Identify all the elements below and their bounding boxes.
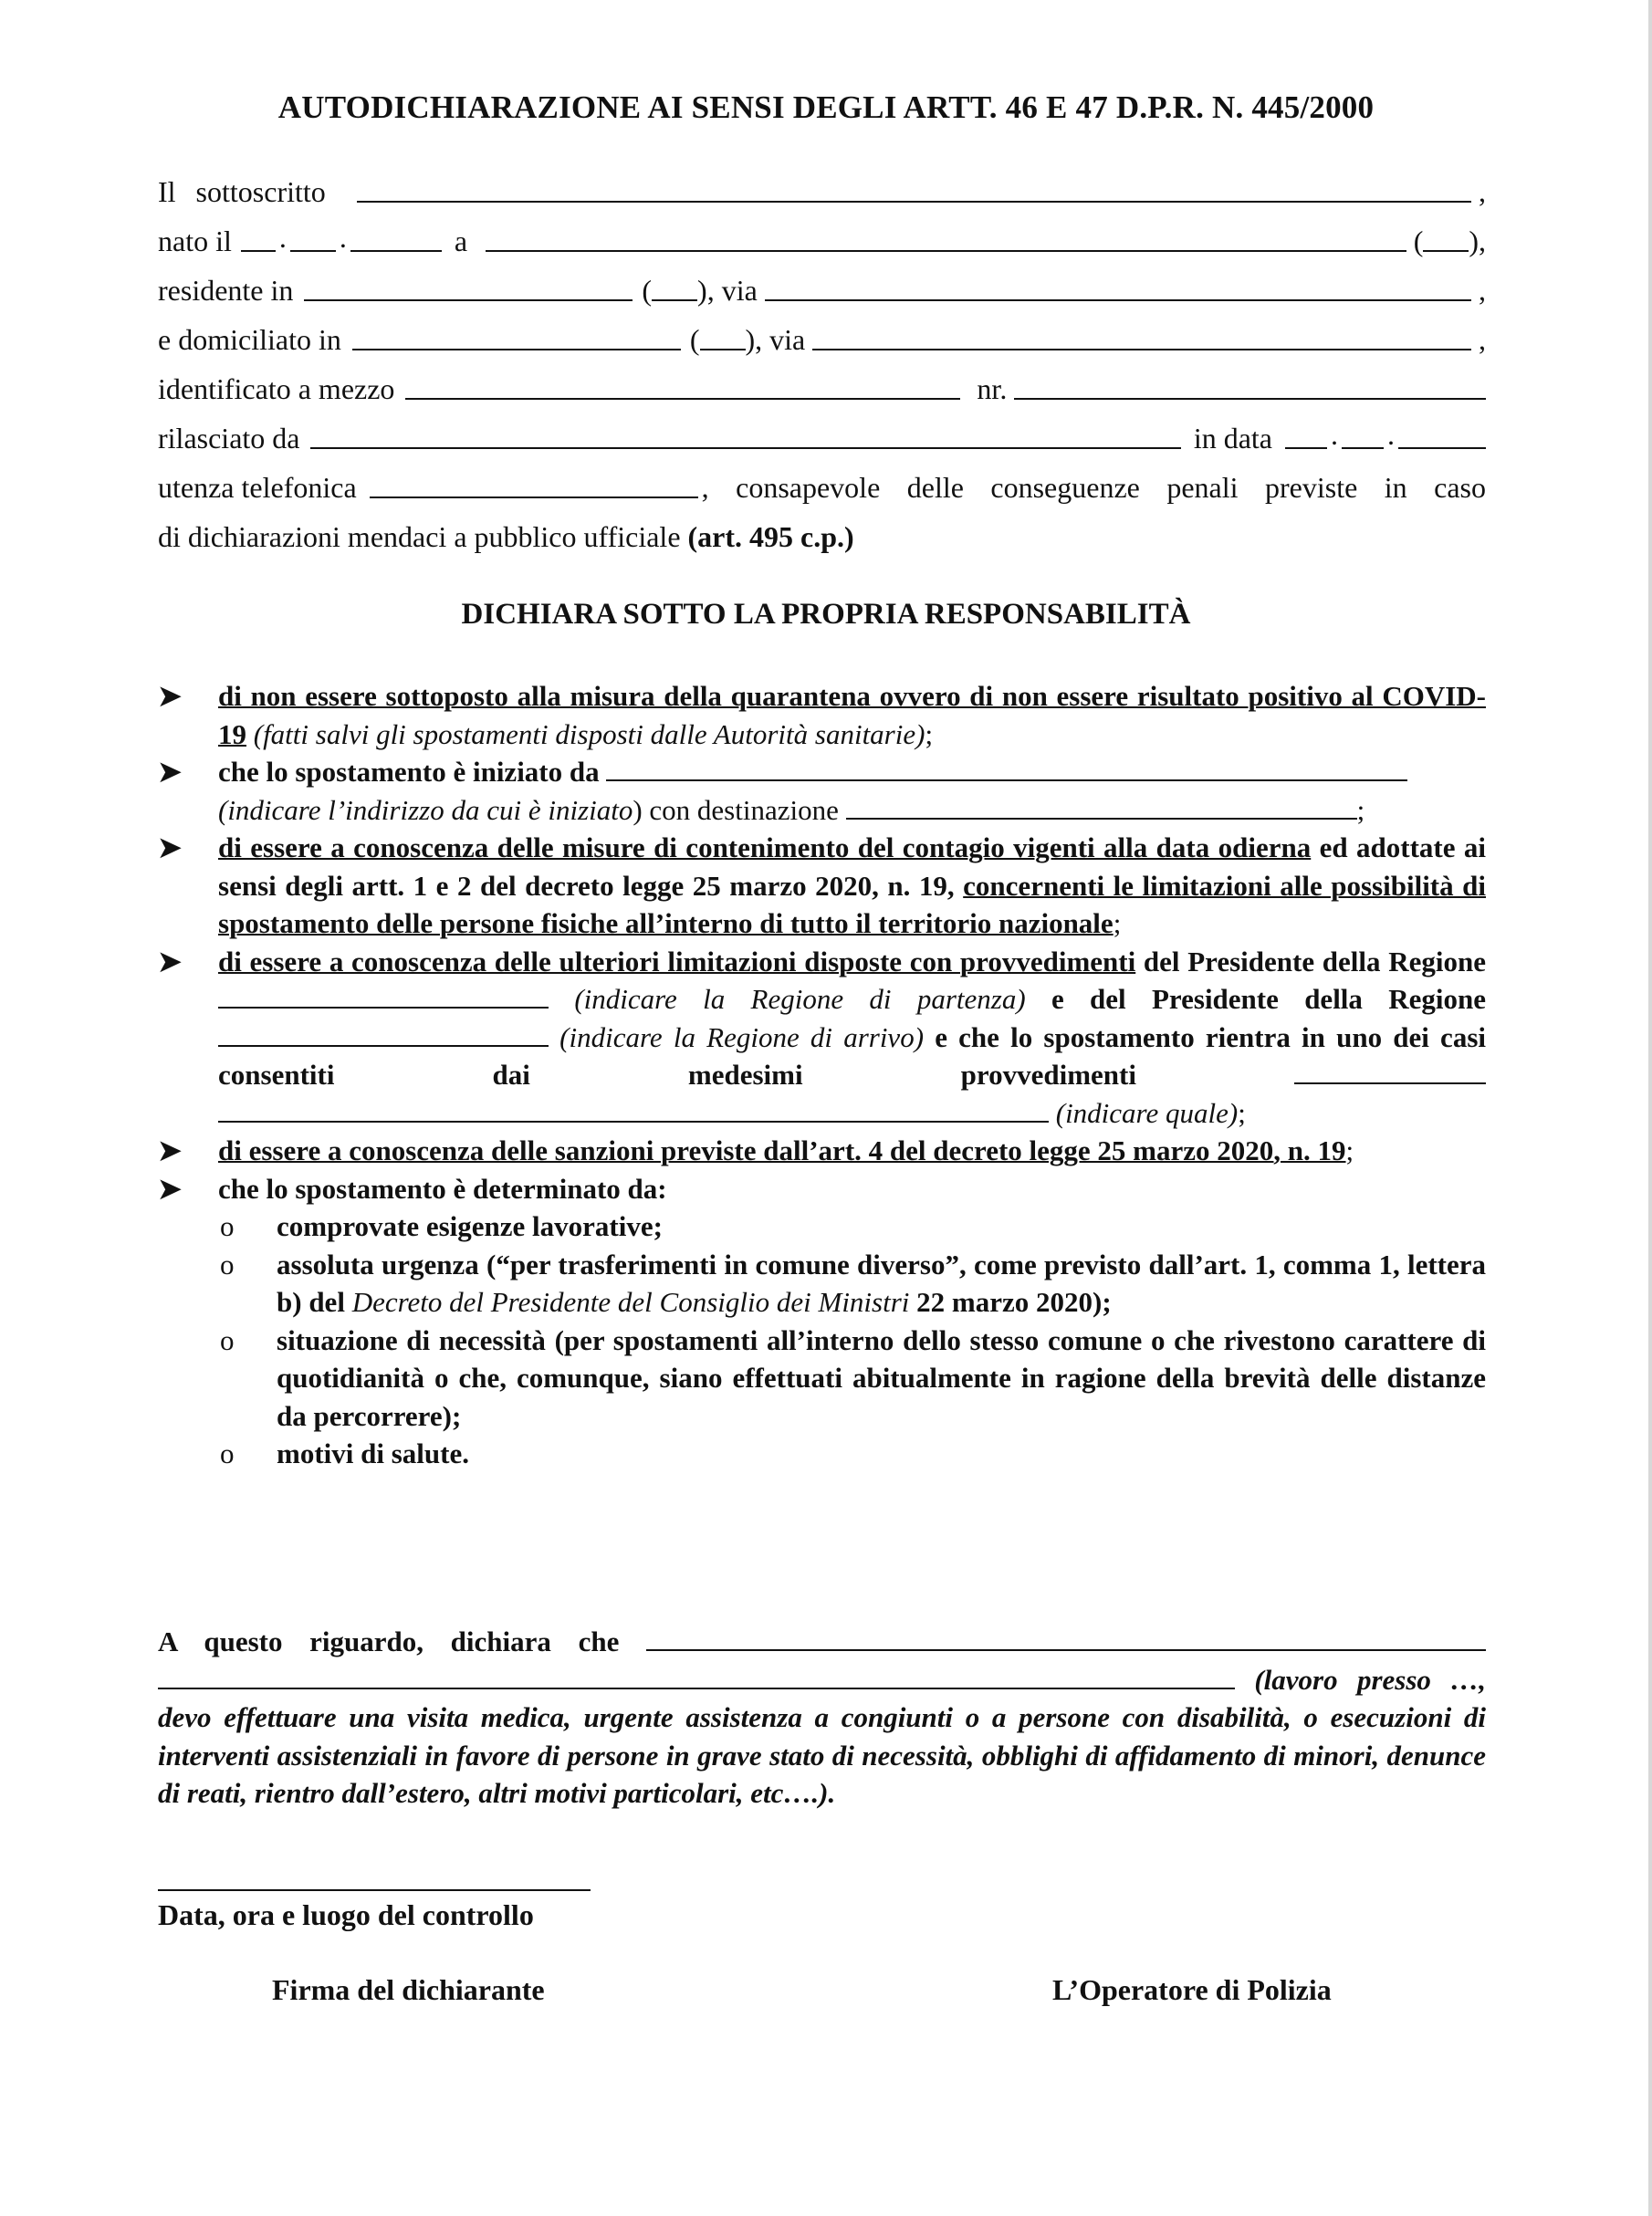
text-iniziato-da: che lo spostamento è iniziato da bbox=[218, 756, 607, 788]
list-item-misure bbox=[158, 829, 1486, 943]
label-nato-il: nato il bbox=[158, 225, 232, 257]
option-label-end: 22 marzo 2020); bbox=[909, 1286, 1112, 1318]
arrow-bullet-icon: ➤ bbox=[158, 756, 182, 788]
field-issued-by[interactable] bbox=[310, 447, 1180, 449]
field-dichiara-che-2[interactable] bbox=[158, 1662, 1235, 1689]
date-dot: . bbox=[1387, 418, 1395, 451]
list-item-sanzioni bbox=[158, 1132, 1486, 1170]
label-data-luogo: Data, ora e luogo del controllo bbox=[158, 1898, 534, 1931]
option-urgenza[interactable] bbox=[158, 1246, 1486, 1322]
label-rilasciato-da: rilasciato da bbox=[158, 422, 300, 455]
label-il: Il bbox=[158, 175, 176, 208]
arrow-bullet-icon: ➤ bbox=[158, 1172, 182, 1205]
punct: ; bbox=[1356, 793, 1365, 826]
text-misure: di essere a conoscenza delle misure di contenimento del contagio vigenti alla data odierna bbox=[218, 831, 1312, 863]
field-residence-street[interactable] bbox=[765, 299, 1471, 301]
text-consapevole: , consapevole delle conseguenze penali previste in caso bbox=[701, 471, 1486, 504]
text-quarantena: di non essere sottoposto alla misura della quarantena ovvero di non essere risultato positivo al COVID-19 bbox=[218, 680, 1486, 750]
option-necessita[interactable] bbox=[158, 1322, 1486, 1436]
text-casi-consentiti: e che lo spostamento rientra in uno dei casi consentiti dai medesimi provvedimenti bbox=[218, 1020, 1486, 1091]
option-label: situazione di necessità (per spostamenti all’interno dello stesso comune o che rivestono carattere di quotidianità o che, comunque, siano effettuati abitualmente in ragione della brevità delle distanze da percorrere); bbox=[277, 1323, 1486, 1432]
text-regione-partenza: (indicare la Regione di partenza) bbox=[549, 983, 1026, 1015]
text-indicare-indirizzo bbox=[218, 794, 846, 826]
field-domicile-province[interactable] bbox=[700, 349, 746, 350]
field-start-address[interactable] bbox=[606, 754, 1407, 781]
field-destination[interactable] bbox=[846, 792, 1357, 820]
label-operatore-polizia: L’Operatore di Polizia bbox=[1052, 1973, 1332, 2006]
field-issue-month[interactable] bbox=[1342, 447, 1384, 449]
circle-bullet-icon: o bbox=[220, 1210, 235, 1242]
comma: , bbox=[1479, 175, 1486, 208]
punct: ; bbox=[1345, 1134, 1354, 1166]
option-label: assoluta urgenza (“per trasferimenti in comune diverso”, come previsto dall’art. 1, comma 1, lettera b) del bbox=[277, 1248, 1486, 1318]
field-birth-month[interactable] bbox=[290, 250, 336, 252]
label-firma-dichiarante: Firma del dichiarante bbox=[272, 1973, 545, 2006]
label-via: ), via bbox=[745, 323, 806, 356]
paren-open: ( bbox=[1413, 225, 1424, 257]
form-title: AUTODICHIARAZIONE AI SENSI DEGLI ARTT. 46 E 47 D.P.R. N. 445/2000 bbox=[277, 89, 1375, 125]
text-ulteriori-limitazioni: di essere a conoscenza delle ulteriori limitazioni disposte con provvedimenti bbox=[218, 945, 1136, 977]
text-dpcm: Decreto del Presidente del Consiglio dei Ministri bbox=[351, 1286, 910, 1318]
field-regione-arrivo[interactable] bbox=[218, 1019, 549, 1047]
field-phone[interactable] bbox=[370, 497, 698, 498]
text-presidente-2: e del Presidente della Regione bbox=[1025, 983, 1486, 1015]
row-nato bbox=[158, 206, 1486, 256]
label-in-data: in data bbox=[1193, 422, 1272, 455]
option-salute[interactable] bbox=[158, 1435, 1486, 1473]
field-name[interactable] bbox=[357, 201, 1471, 203]
row-dichiarazioni bbox=[158, 502, 1486, 551]
row-domiciliato bbox=[158, 305, 1486, 354]
row-residente bbox=[158, 256, 1486, 305]
row-rilasciato bbox=[158, 403, 1486, 453]
text-regione-arrivo: (indicare la Regione di arrivo) bbox=[549, 1020, 925, 1053]
field-dichiara-che-1[interactable] bbox=[646, 1624, 1486, 1651]
text-a-questo-riguardo: A questo riguardo, dichiara che bbox=[158, 1625, 646, 1657]
arrow-bullet-icon: ➤ bbox=[158, 680, 182, 712]
section-heading: DICHIARA SOTTO LA PROPRIA RESPONSABILITÀ bbox=[461, 598, 1191, 631]
final-statement bbox=[158, 1623, 1486, 1813]
label-domiciliato-in: e domiciliato in bbox=[158, 323, 341, 356]
field-birth-day[interactable] bbox=[241, 250, 276, 252]
option-lavorative[interactable] bbox=[158, 1207, 1486, 1246]
arrow-bullet-icon: ➤ bbox=[158, 1134, 182, 1166]
field-residence-province[interactable] bbox=[652, 299, 697, 301]
field-domicile-city[interactable] bbox=[352, 349, 681, 350]
punct: ; bbox=[925, 717, 934, 750]
field-domicile-street[interactable] bbox=[812, 349, 1471, 350]
label-utenza-telefonica: utenza telefonica bbox=[158, 471, 357, 504]
field-data-luogo[interactable] bbox=[158, 1889, 591, 1891]
paren-close: ), bbox=[1469, 225, 1486, 257]
date-dot: . bbox=[278, 221, 287, 254]
text-decreto: ed adottate ai sensi degli artt. 1 e 2 del decreto legge 25 marzo 2020, n. 19, bbox=[218, 831, 1486, 902]
field-residence-city[interactable] bbox=[304, 299, 633, 301]
text-determinato-da: che lo spostamento è determinato da: bbox=[218, 1172, 667, 1205]
text-indicare-quale: (indicare quale) bbox=[1049, 1096, 1239, 1129]
date-dot: . bbox=[1331, 418, 1338, 451]
text-esempi-motivi: (lavoro presso …, devo effettuare una visita medica, urgente assistenza a congiunti o a persone con disabilità, o esecuzioni di interventi assistenziali in favore di persone in grave stato di necessità, obblighi di affidamento di minori, denunce di reati, rientro dall’estero, altri motivi particolari, etc….). bbox=[158, 1663, 1486, 1809]
text-destinazione: ) con destinazione bbox=[633, 793, 846, 826]
punct: ; bbox=[1238, 1096, 1246, 1129]
label-a: a bbox=[454, 225, 468, 257]
date-dot: . bbox=[339, 221, 347, 254]
row-sottoscritto bbox=[158, 157, 1486, 206]
comma: , bbox=[1479, 274, 1486, 307]
field-id-number[interactable] bbox=[1014, 398, 1486, 400]
label-residente-in: residente in bbox=[158, 274, 294, 307]
arrow-bullet-icon: ➤ bbox=[158, 945, 182, 977]
comma: , bbox=[1479, 323, 1486, 356]
label-nr: nr. bbox=[977, 372, 1008, 405]
list-item-determinato bbox=[158, 1170, 1486, 1208]
field-caso-1[interactable] bbox=[1294, 1057, 1486, 1084]
arrow-bullet-icon: ➤ bbox=[158, 831, 182, 863]
circle-bullet-icon: o bbox=[220, 1437, 235, 1469]
row-utenza bbox=[158, 453, 1486, 502]
text-art-495: (art. 495 c.p.) bbox=[687, 520, 854, 553]
text-sanzioni: di essere a conoscenza delle sanzioni previste dall’art. 4 del decreto legge 25 marzo 2020, n. 19 bbox=[218, 1134, 1346, 1166]
label-via: ), via bbox=[697, 274, 758, 307]
circle-bullet-icon: o bbox=[220, 1323, 235, 1356]
text-dichiarazioni-mendaci: di dichiarazioni mendaci a pubblico ufficiale bbox=[158, 520, 681, 553]
field-birth-province[interactable] bbox=[1423, 250, 1469, 252]
field-birth-year[interactable] bbox=[350, 250, 442, 252]
punct: ; bbox=[1113, 907, 1122, 939]
field-issue-year[interactable] bbox=[1398, 447, 1486, 449]
paren-open: ( bbox=[689, 323, 700, 356]
field-birth-place[interactable] bbox=[486, 250, 1406, 252]
list-item-spostamento bbox=[158, 753, 1486, 829]
text-autorita: (fatti salvi gli spostamenti disposti dalle Autorità sanitarie) bbox=[246, 717, 925, 750]
field-caso-2[interactable] bbox=[218, 1095, 1049, 1123]
option-label: comprovate esigenze lavorative; bbox=[277, 1210, 663, 1242]
row-identificato bbox=[158, 354, 1486, 403]
circle-bullet-icon: o bbox=[220, 1248, 235, 1280]
label-identificato: identificato a mezzo bbox=[158, 372, 395, 405]
declaration-list bbox=[158, 677, 1486, 1473]
field-id-document[interactable] bbox=[405, 398, 960, 400]
list-item-quarantena bbox=[158, 677, 1486, 753]
label-sottoscritto: sottoscritto bbox=[195, 175, 326, 208]
field-issue-day[interactable] bbox=[1285, 447, 1327, 449]
paren-open: ( bbox=[642, 274, 653, 307]
list-item-regione bbox=[158, 943, 1486, 1133]
text-indicare-it: (indicare l’indirizzo da cui è iniziato bbox=[218, 793, 633, 826]
field-regione-partenza[interactable] bbox=[218, 981, 549, 1009]
option-label: motivi di salute. bbox=[277, 1437, 469, 1469]
text-presidente-1: del Presidente della Regione bbox=[1135, 945, 1486, 977]
page-edge bbox=[1648, 0, 1652, 2216]
text-limitazioni: concernenti le limitazioni alle possibilità di spostamento delle persone fisiche all’interno di tutto il territorio nazionale bbox=[218, 869, 1486, 939]
